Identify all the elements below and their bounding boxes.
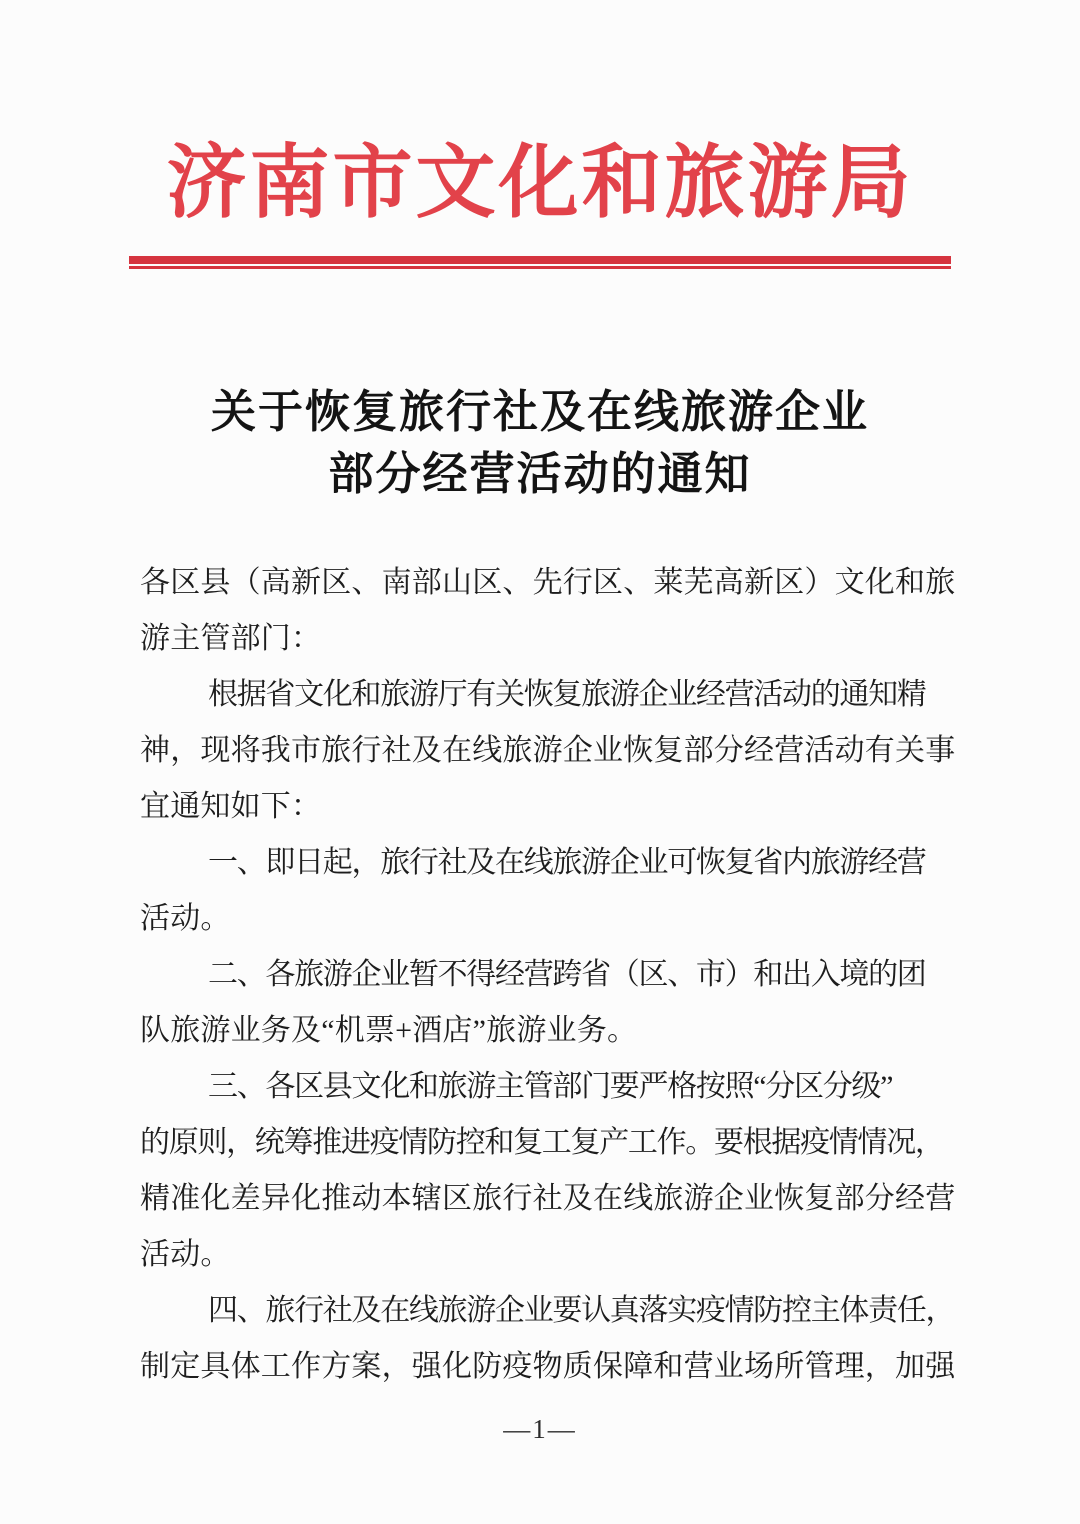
document-title-line1: 关于恢复旅行社及在线旅游企业 <box>210 387 869 437</box>
document-title <box>0 381 1080 505</box>
document-line: 队旅游业务及“机票+酒店”旅游业务。 <box>140 1014 638 1047</box>
document-line: 一、即日起，旅行社及在线旅游企业可恢复省内旅游经营 <box>208 846 926 879</box>
document-line: 四、旅行社及在线旅游企业要认真落实疫情防控主体责任， <box>208 1294 955 1327</box>
document-header <box>0 0 1080 269</box>
document-body <box>140 555 958 1395</box>
document-line: 三、各区县文化和旅游主管部门要严格按照“分区分级” <box>208 1070 893 1103</box>
document-line: 宜通知如下： <box>140 790 322 823</box>
document-line: 精准化差异化推动本辖区旅行社及在线旅游企业恢复部分经营 <box>140 1182 956 1215</box>
document-line: 神，现将我市旅行社及在线旅游企业恢复部分经营活动有关事 <box>140 734 956 767</box>
document-line: 各区县（高新区、南部山区、先行区、莱芜高新区）文化和旅 <box>140 566 956 599</box>
document-line: 活动。 <box>140 1238 231 1271</box>
page-number: —1— <box>503 1414 577 1444</box>
document-line: 的原则，统筹推进疫情防控和复工复产工作。要根据疫情情况， <box>140 1126 944 1159</box>
document-line: 游主管部门： <box>140 622 322 655</box>
document-line: 根据省文化和旅游厅有关恢复旅游企业经营活动的通知精 <box>208 678 926 711</box>
document-line: 活动。 <box>140 902 231 935</box>
document-line: 二、各旅游企业暂不得经营跨省（区、市）和出入境的团 <box>208 958 926 991</box>
red-header-rule <box>129 256 951 269</box>
document-title-line2: 部分经营活动的通知 <box>328 449 752 499</box>
agency-name: 济南市文化和旅游局 <box>166 140 914 228</box>
document-line: 制定具体工作方案，强化防疫物质保障和营业场所管理，加强 <box>140 1350 956 1383</box>
